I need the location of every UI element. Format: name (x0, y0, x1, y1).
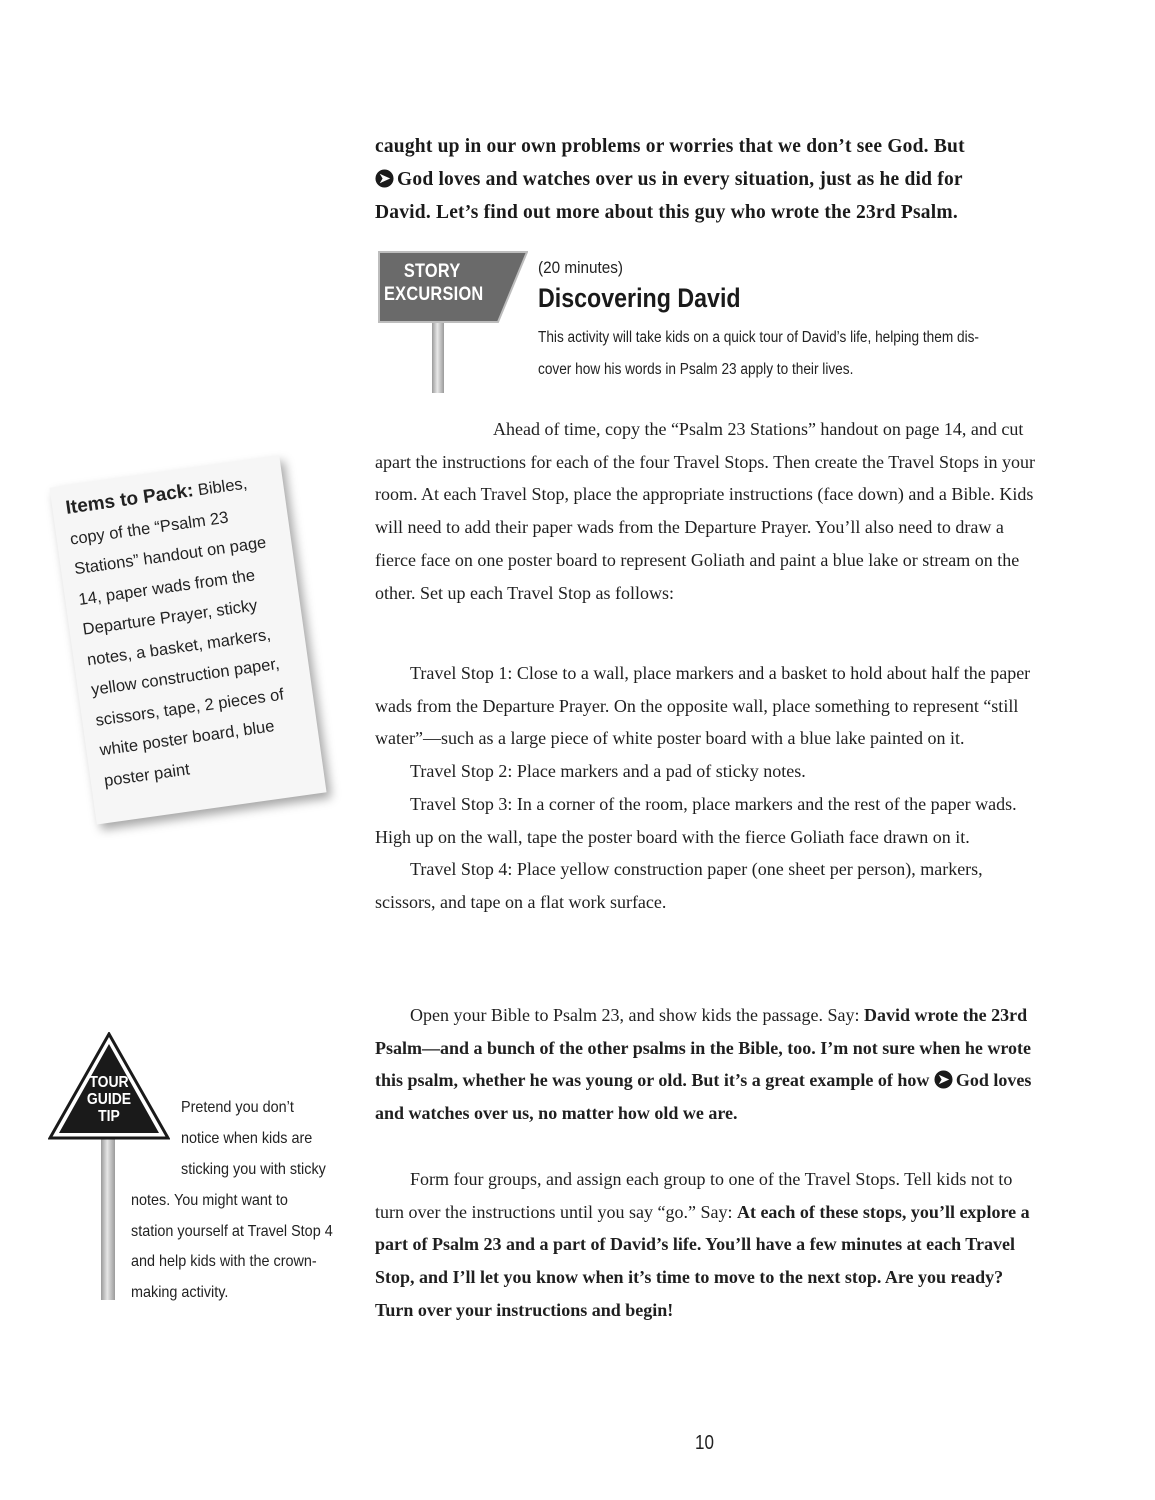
arrow-circle-icon (375, 169, 394, 188)
tip-label: TOUR GUIDE TIP (86, 1074, 132, 1125)
activity-duration: (20 minutes) (538, 258, 624, 277)
items-to-pack-label: Items to Pack: (64, 480, 195, 519)
lead-line-3: David. Let’s find out more about this guy who wrote the 23rd Psalm. (375, 202, 958, 223)
travel-stop-3: Travel Stop 3: In a corner of the room, place markers and the rest of the paper wads. High up on the wall, tape the poster board with the fierce Goliath face drawn on it. (375, 793, 1017, 847)
travel-stop-1: Travel Stop 1: Close to a wall, place markers and a basket to hold about half the paper wads from the Departure Prayer. On the opposite wall, place something to represent “still water”—such as a large piece of white poster board with a blue lake painted on it. (375, 663, 1031, 749)
arrow-circle-icon (934, 1070, 953, 1089)
tip-line-5: station yourself at Travel Stop 4 (131, 1223, 333, 1240)
tip-post (101, 1138, 115, 1300)
open-bible-paragraph: Open your Bible to Psalm 23, and show kids the passage. Say: David wrote the 23rd Psalm—and a bunch of the other psalms in the Bible, too. I’m not sure when he wrote this psalm, whether he was young or old. But it’s a great example of how God loves and watches over us, no matter how old we are. (375, 1005, 1032, 1124)
page-number: 10 (695, 1432, 714, 1454)
setup-paragraph: Ahead of time, copy the “Psalm 23 Stations” handout on page 14, and cut apart the instructions for each of the four Travel Stops. Then create the Travel Stops in your room. At each Travel Stop, place the appropriate instructions (face down) and a Bible. Kids will need to add their paper wads from the Departure Prayer. You’ll also need to draw a fierce face on one poster board to represent Goliath and paint a blue lake or stream on the other. Set up each Travel Stop as follows: (375, 419, 1036, 603)
travel-stop-2: Travel Stop 2: Place markers and a pad of sticky notes. (410, 761, 806, 782)
lead-line-1: caught up in our own problems or worries that we don’t see God. But (375, 136, 965, 157)
sign-label: STORY EXCURSION (384, 261, 484, 305)
activity-title: Discovering David (538, 283, 741, 313)
groups-paragraph: Form four groups, and assign each group to one of the Travel Stops. Tell kids not to turn over the instructions until you say “go.” Say: At each of these stops, you’ll explore a part of Psalm 23 and a part of David’s life. You’ll have a few minutes at each Travel Stop, and I’ll let you know when it’s time to move to the next stop. Are you ready? Turn over your instructions and begin! (375, 1169, 1030, 1320)
tip-line-2: notice when kids are (181, 1130, 313, 1147)
tip-line-6: and help kids with the crown- (131, 1253, 317, 1270)
activity-description: This activity will take kids on a quick tour of David’s life, helping them dis- cover how his words in Psalm 23 apply to their lives. (538, 329, 979, 378)
tip-line-1: Pretend you don’t (181, 1099, 294, 1116)
tip-line-7: making activity. (131, 1284, 229, 1301)
tip-line-4: notes. You might want to (131, 1192, 288, 1209)
tip-line-3: sticking you with sticky (181, 1161, 326, 1178)
items-to-pack-text: Items to Pack: Bibles, copy of the “Psalm 23 Stations” handout on page 14, paper wads from the Departure Prayer, sticky notes, a basket, markers, yellow construction paper, scissors, tape, 2 pieces of white poster board, blue poster paint (64, 474, 285, 790)
sign-post (432, 320, 444, 393)
travel-stops-list (375, 657, 1040, 919)
lead-line-2: God loves and watches over us in every situation, just as he did for (375, 163, 1045, 196)
travel-stop-4: Travel Stop 4: Place yellow construction paper (one sheet per person), markers, scissors, and tape on a flat work surface. (375, 859, 983, 912)
lead-paragraph (375, 130, 1045, 229)
